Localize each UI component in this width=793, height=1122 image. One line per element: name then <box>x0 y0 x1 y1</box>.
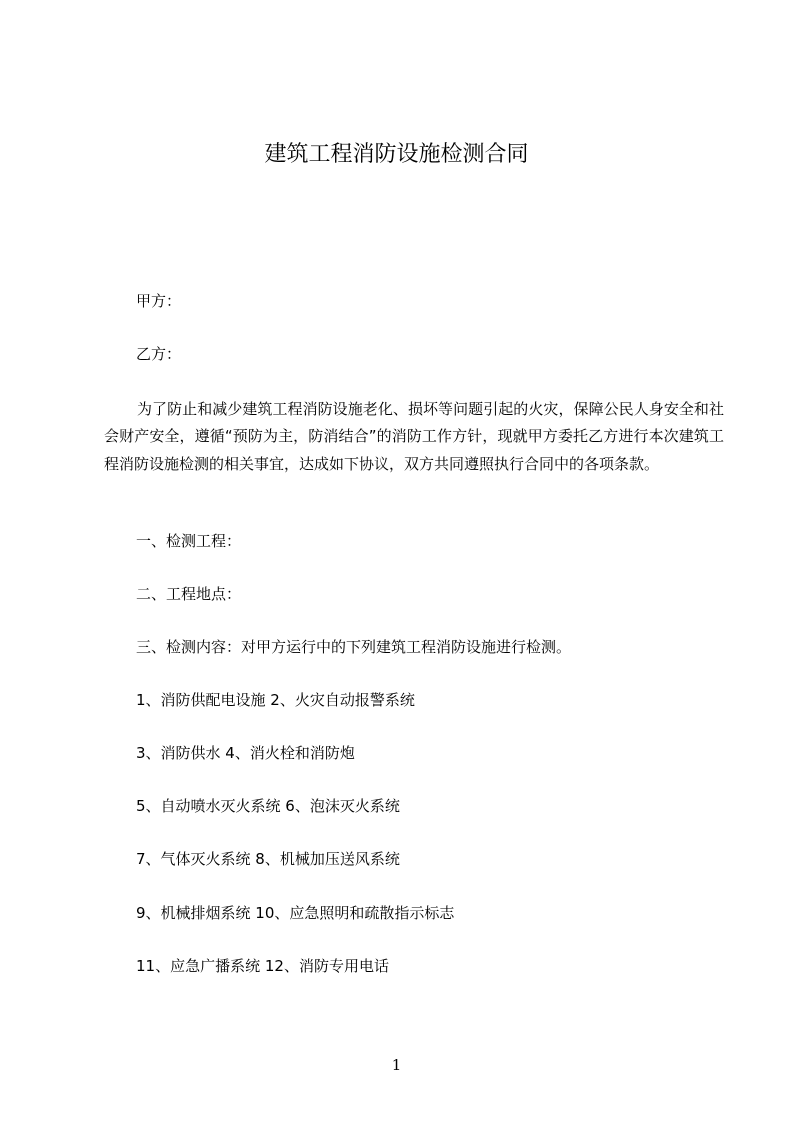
page-number: 1 <box>391 1056 402 1074</box>
section-inspection-content: 三、检测内容：对甲方运行中的下列建筑工程消防设施进行检测。 <box>136 638 572 656</box>
list-item: 1、消防供配电设施 2、火灾自动报警系统 <box>136 691 415 709</box>
party-a-label: 甲方： <box>136 292 182 310</box>
party-b-label: 乙方： <box>136 345 182 363</box>
document-title: 建筑工程消防设施检测合同 <box>264 142 529 167</box>
section-inspection-project: 一、检测工程： <box>136 532 242 550</box>
list-item: 3、消防供水 4、消火栓和消防炮 <box>136 744 355 762</box>
list-item: 5、自动喷水灭火系统 6、泡沫灭火系统 <box>136 797 400 815</box>
list-item: 11、应急广播系统 12、消防专用电话 <box>136 957 389 975</box>
list-item: 7、气体灭火系统 8、机械加压送风系统 <box>136 850 400 868</box>
list-item: 9、机械排烟系统 10、应急照明和疏散指示标志 <box>136 904 455 922</box>
section-project-location: 二、工程地点： <box>136 585 242 603</box>
intro-paragraph: 为了防止和减少建筑工程消防设施老化、损坏等问题引起的火灾，保障公民人身安全和社会财产安全，遵循“预防为主，防消结合”的消防工作方针，现就甲方委托乙方进行本次建筑工程消防设施检测的相关事宜，达成如下协议，双方共同遵照执行合同中的各项条款。 <box>104 400 724 473</box>
